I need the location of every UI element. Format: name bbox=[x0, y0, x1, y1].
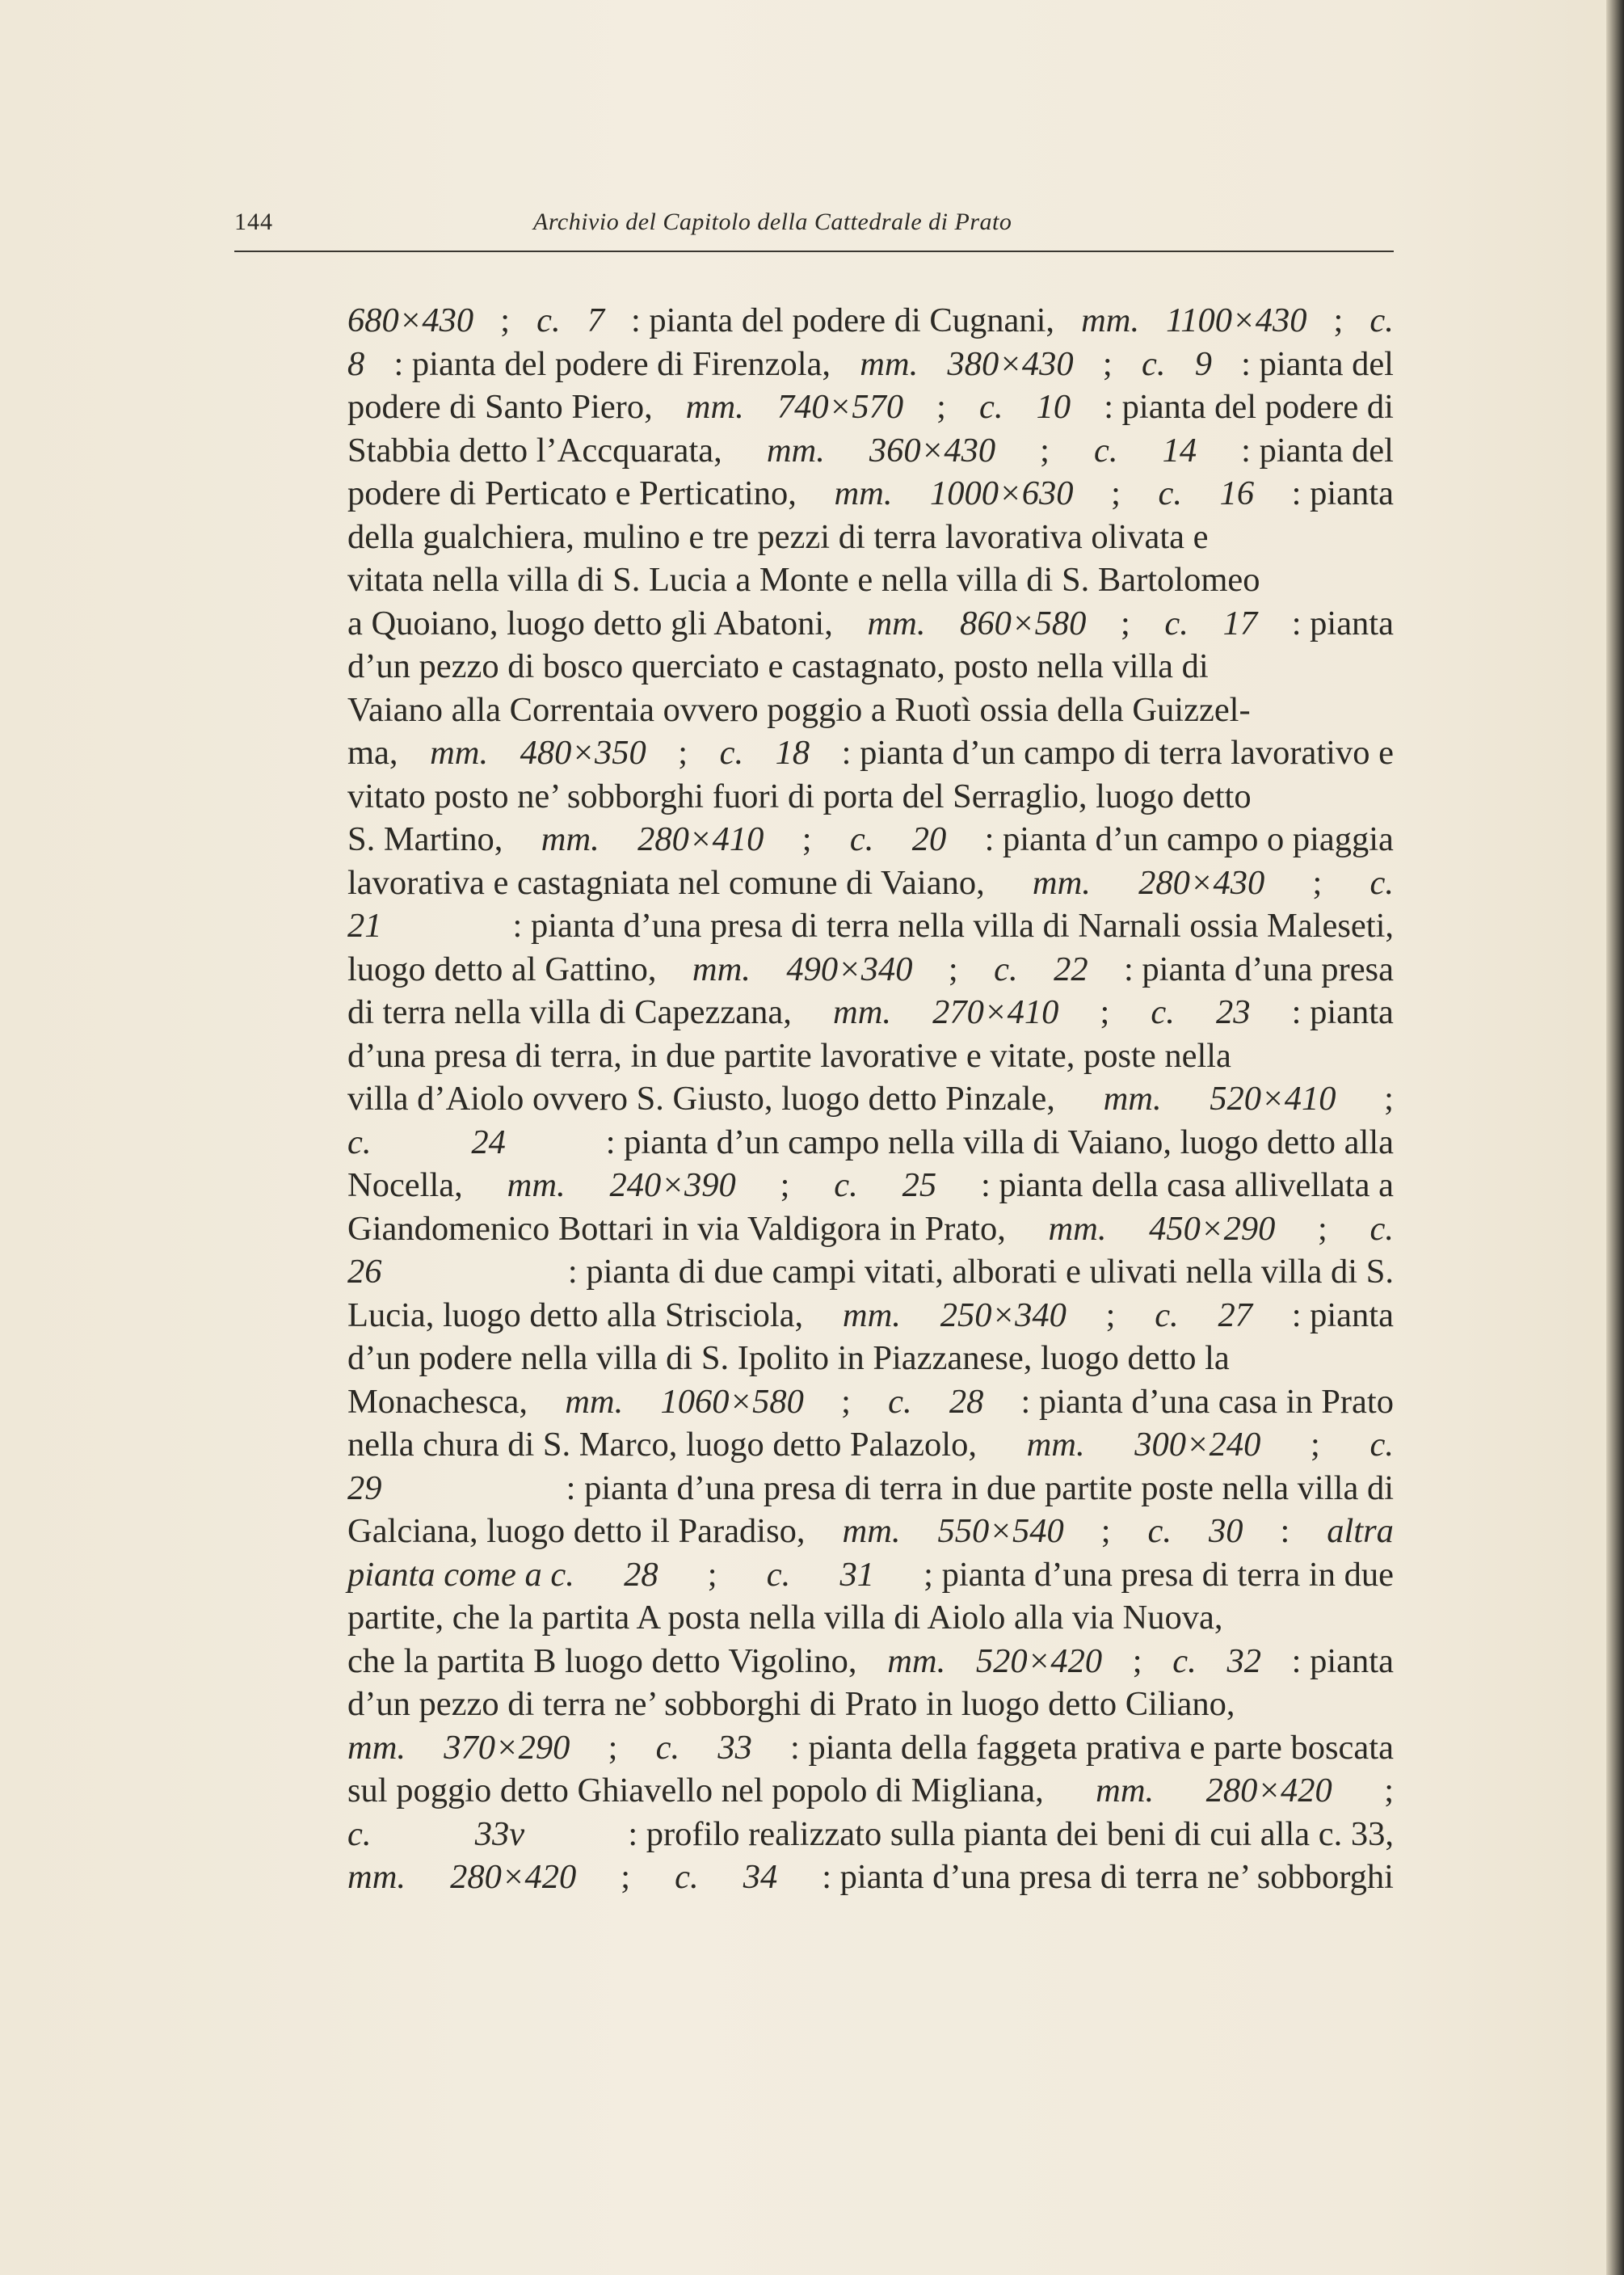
text-segment: d’un podere nella villa di S. Ipolito in Piazzanese, luogo detto la bbox=[347, 1339, 1230, 1377]
text-line bbox=[347, 1207, 1394, 1251]
italic-text-segment: c. bbox=[719, 734, 744, 772]
italic-text-segment: mm. bbox=[347, 1728, 406, 1767]
text-line bbox=[347, 1553, 1394, 1597]
italic-text-segment: c. bbox=[1172, 1641, 1197, 1680]
italic-text-segment: 30 bbox=[1208, 1512, 1243, 1550]
italic-text-segment: 490×340 bbox=[786, 950, 913, 988]
text-line bbox=[347, 385, 1394, 429]
italic-text-segment: 20 bbox=[911, 820, 947, 858]
italic-text-segment: 520×410 bbox=[1210, 1080, 1336, 1118]
text-segment: : pianta bbox=[1291, 474, 1394, 512]
italic-text-segment: 860×580 bbox=[960, 604, 1087, 642]
text-segment: ; bbox=[936, 388, 946, 426]
text-line bbox=[347, 602, 1394, 646]
italic-text-segment: mm. bbox=[507, 1166, 566, 1204]
italic-text-segment: 29 bbox=[347, 1468, 382, 1507]
text-line bbox=[347, 1596, 1394, 1640]
text-segment: Nocella, bbox=[347, 1166, 463, 1204]
text-segment: ; bbox=[1311, 1426, 1320, 1464]
text-segment: ; bbox=[1040, 431, 1050, 470]
text-segment: Monachesca, bbox=[347, 1382, 528, 1421]
italic-text-segment: mm. bbox=[1081, 301, 1140, 339]
italic-text-segment: 7 bbox=[587, 301, 604, 339]
text-segment: : pianta d’un campo o piaggia bbox=[984, 820, 1394, 858]
italic-text-segment: 520×420 bbox=[975, 1641, 1103, 1680]
italic-text-segment: c. bbox=[675, 1858, 699, 1896]
text-line bbox=[347, 1769, 1394, 1813]
italic-text-segment: 8 bbox=[347, 344, 365, 383]
text-line bbox=[347, 1856, 1394, 1899]
text-line bbox=[347, 1164, 1394, 1207]
italic-text-segment: 270×410 bbox=[932, 993, 1059, 1031]
italic-text-segment: 23 bbox=[1216, 993, 1251, 1031]
text-segment: lavorativa e castagniata nel comune di Vaiano, bbox=[347, 863, 985, 902]
italic-text-segment: 280×430 bbox=[1138, 863, 1265, 902]
italic-text-segment: mm. bbox=[842, 1512, 901, 1550]
text-line bbox=[347, 1034, 1394, 1078]
italic-text-segment: mm. bbox=[766, 431, 825, 470]
italic-text-segment: 360×430 bbox=[869, 431, 996, 470]
text-segment: vitato posto ne’ sobborghi fuori di porta del Serraglio, luogo detto bbox=[347, 777, 1252, 815]
text-segment: ; bbox=[1312, 863, 1323, 902]
text-segment: ; bbox=[1318, 1209, 1327, 1248]
text-line bbox=[347, 1294, 1394, 1338]
italic-text-segment: 28 bbox=[624, 1555, 658, 1594]
text-segment: : pianta bbox=[1291, 604, 1394, 642]
italic-text-segment: c. bbox=[1369, 863, 1394, 902]
text-segment: : pianta del podere di bbox=[1104, 388, 1394, 426]
text-segment: villa d’Aiolo ovvero S. Giusto, luogo detto Pinzale, bbox=[347, 1080, 1055, 1118]
text-line bbox=[347, 1380, 1394, 1424]
text-line bbox=[347, 1683, 1394, 1726]
italic-text-segment: 16 bbox=[1219, 474, 1255, 512]
italic-text-segment: 34 bbox=[743, 1858, 778, 1896]
italic-text-segment: 31 bbox=[839, 1555, 874, 1594]
text-segment: partite, che la partita A posta nella villa di Aiolo alla via Nuova, bbox=[347, 1599, 1223, 1637]
italic-text-segment: c. bbox=[994, 950, 1018, 988]
italic-text-segment: 280×420 bbox=[450, 1858, 577, 1896]
italic-text-segment: 27 bbox=[1218, 1295, 1252, 1334]
text-line bbox=[347, 948, 1394, 992]
text-segment: ; bbox=[1132, 1641, 1142, 1680]
text-segment: : pianta del bbox=[1241, 431, 1394, 470]
italic-text-segment: 22 bbox=[1054, 950, 1088, 988]
italic-text-segment: 18 bbox=[775, 734, 810, 772]
text-line bbox=[347, 558, 1394, 602]
italic-text-segment: mm. bbox=[834, 474, 893, 512]
text-segment: vitata nella villa di S. Lucia a Monte e nella villa di S. Bartolomeo bbox=[347, 561, 1260, 599]
italic-text-segment: 9 bbox=[1194, 344, 1212, 383]
running-header bbox=[234, 209, 1394, 249]
italic-text-segment: 250×340 bbox=[940, 1295, 1067, 1334]
italic-text-segment: 240×390 bbox=[609, 1166, 736, 1204]
text-segment: della gualchiera, mulino e tre pezzi di terra lavorativa olivata e bbox=[347, 517, 1209, 556]
text-line bbox=[347, 991, 1394, 1034]
italic-text-segment: c. bbox=[834, 1166, 858, 1204]
text-segment: Lucia, luogo detto alla Strisciola, bbox=[347, 1295, 804, 1334]
italic-text-segment: 1060×580 bbox=[660, 1382, 804, 1421]
text-segment: ; bbox=[608, 1728, 618, 1767]
text-segment: : bbox=[1280, 1512, 1290, 1550]
text-segment: ; bbox=[678, 734, 688, 772]
text-segment: : pianta d’una presa bbox=[1124, 950, 1394, 988]
text-segment: d’un pezzo di bosco querciato e castagnato, posto nella villa di bbox=[347, 647, 1209, 685]
text-segment: : pianta d’una presa di terra in due partite poste nella villa di bbox=[566, 1468, 1394, 1507]
italic-text-segment: c. bbox=[766, 1555, 791, 1594]
text-segment: ; bbox=[1100, 993, 1110, 1031]
italic-text-segment: c. bbox=[1158, 474, 1182, 512]
italic-text-segment: 25 bbox=[902, 1166, 937, 1204]
italic-text-segment: c. bbox=[1369, 301, 1394, 339]
text-segment: ; bbox=[1100, 1512, 1111, 1550]
text-segment: podere di Santo Piero, bbox=[347, 388, 653, 426]
italic-text-segment: mm. bbox=[1026, 1426, 1085, 1464]
italic-text-segment: c. bbox=[1151, 993, 1175, 1031]
text-segment: ; bbox=[948, 950, 958, 988]
page-number: 144 bbox=[234, 209, 273, 235]
text-segment: sul poggio detto Ghiavello nel popolo di Migliana, bbox=[347, 1772, 1044, 1809]
text-segment: : pianta d’un campo nella villa di Vaiano, luogo detto alla bbox=[605, 1123, 1394, 1161]
italic-text-segment: 300×240 bbox=[1134, 1426, 1261, 1464]
text-segment: : pianta bbox=[1291, 1641, 1394, 1680]
italic-text-segment: c. bbox=[1164, 604, 1189, 642]
text-segment: ; bbox=[707, 1555, 717, 1594]
text-segment: ; bbox=[780, 1166, 790, 1204]
text-segment: di terra nella villa di Capezzana, bbox=[347, 993, 792, 1031]
text-segment: ; bbox=[1105, 1295, 1116, 1334]
italic-text-segment: 550×540 bbox=[937, 1512, 1064, 1550]
text-segment: che la partita B luogo detto Vigolino, bbox=[347, 1641, 857, 1680]
text-segment: : pianta del bbox=[1241, 344, 1394, 383]
text-segment: S. Martino, bbox=[347, 820, 503, 858]
text-line bbox=[347, 1640, 1394, 1683]
text-line bbox=[347, 862, 1394, 905]
header-rule bbox=[234, 251, 1394, 252]
italic-text-segment: 380×430 bbox=[947, 344, 1074, 383]
italic-text-segment: 17 bbox=[1222, 604, 1258, 642]
italic-text-segment: pianta come a c. bbox=[347, 1555, 574, 1594]
italic-text-segment: mm. bbox=[1096, 1772, 1155, 1809]
text-segment: ; bbox=[801, 820, 812, 858]
text-segment: : pianta della casa allivellata a bbox=[981, 1166, 1394, 1204]
text-segment: ; bbox=[500, 301, 511, 339]
text-segment: Stabbia detto l’Accquarata, bbox=[347, 431, 722, 470]
italic-text-segment: mm. bbox=[887, 1641, 946, 1680]
text-segment: Vaiano alla Correntaia ovvero poggio a Ruotì ossia della Guizzel- bbox=[347, 690, 1251, 729]
text-segment: : profilo realizzato sulla pianta dei beni di cui alla c. 33, bbox=[628, 1814, 1394, 1853]
text-segment: ; bbox=[1384, 1772, 1394, 1809]
text-line bbox=[347, 1726, 1394, 1770]
running-title: Archivio del Capitolo della Cattedrale di Prato bbox=[533, 209, 1012, 235]
text-segment: ma, bbox=[347, 734, 398, 772]
italic-text-segment: 680×430 bbox=[347, 301, 474, 339]
text-segment: Galciana, luogo detto il Paradiso, bbox=[347, 1512, 806, 1550]
text-segment: d’una presa di terra, in due partite lavorative e vitate, poste nella bbox=[347, 1036, 1231, 1075]
text-line bbox=[347, 1467, 1394, 1510]
italic-text-segment: 24 bbox=[471, 1123, 506, 1161]
italic-text-segment: 10 bbox=[1036, 388, 1071, 426]
text-segment: ; bbox=[1384, 1080, 1394, 1118]
italic-text-segment: mm. bbox=[1032, 863, 1091, 902]
text-segment: podere di Perticato e Perticatino, bbox=[347, 474, 797, 512]
italic-text-segment: c. bbox=[1094, 431, 1118, 470]
text-segment: Giandomenico Bottari in via Valdigora in Prato, bbox=[347, 1209, 1006, 1248]
text-line bbox=[347, 1510, 1394, 1553]
italic-text-segment: 1000×630 bbox=[930, 474, 1074, 512]
italic-text-segment: mm. bbox=[867, 604, 926, 642]
text-segment: : pianta della faggeta prativa e parte boscata bbox=[790, 1728, 1394, 1767]
text-segment: luogo detto al Gattino, bbox=[347, 950, 657, 988]
italic-text-segment: 740×570 bbox=[776, 388, 904, 426]
text-segment: ; bbox=[1102, 344, 1113, 383]
text-segment: : pianta d’una presa di terra nella villa di Narnali ossia Maleseti, bbox=[512, 907, 1394, 945]
italic-text-segment: c. bbox=[849, 820, 874, 858]
text-segment: ; bbox=[621, 1858, 631, 1896]
text-segment: ; pianta d’una presa di terra in due bbox=[923, 1555, 1394, 1594]
body-text bbox=[347, 299, 1394, 1899]
text-segment: : pianta del podere di Cugnani, bbox=[631, 301, 1055, 339]
text-line bbox=[347, 904, 1394, 948]
italic-text-segment: mm. bbox=[1103, 1080, 1162, 1118]
text-segment: : pianta bbox=[1291, 993, 1394, 1031]
italic-text-segment: mm. bbox=[842, 1295, 901, 1334]
text-segment: : pianta d’una casa in Prato bbox=[1020, 1382, 1394, 1421]
text-line bbox=[347, 472, 1394, 516]
italic-text-segment: c. bbox=[1369, 1426, 1394, 1464]
italic-text-segment: mm. bbox=[692, 950, 751, 988]
text-line bbox=[347, 689, 1394, 732]
italic-text-segment: mm. bbox=[541, 820, 600, 858]
italic-text-segment: mm. bbox=[860, 344, 919, 383]
italic-text-segment: c. bbox=[655, 1728, 680, 1767]
italic-text-segment: 1100×430 bbox=[1166, 301, 1307, 339]
italic-text-segment: 450×290 bbox=[1149, 1209, 1276, 1248]
text-line bbox=[347, 818, 1394, 862]
italic-text-segment: c. bbox=[347, 1814, 372, 1853]
italic-text-segment: mm. bbox=[833, 993, 892, 1031]
text-line bbox=[347, 775, 1394, 819]
italic-text-segment: c. bbox=[1141, 344, 1166, 383]
italic-text-segment: 14 bbox=[1162, 431, 1197, 470]
italic-text-segment: 28 bbox=[949, 1382, 984, 1421]
italic-text-segment: altra bbox=[1327, 1512, 1394, 1550]
italic-text-segment: mm. bbox=[347, 1858, 406, 1896]
text-line bbox=[347, 1077, 1394, 1121]
italic-text-segment: 21 bbox=[347, 907, 382, 945]
italic-text-segment: 280×410 bbox=[637, 820, 764, 858]
text-line bbox=[347, 1813, 1394, 1856]
italic-text-segment: c. bbox=[536, 301, 561, 339]
text-line bbox=[347, 731, 1394, 775]
italic-text-segment: c. bbox=[888, 1382, 912, 1421]
italic-text-segment: 480×350 bbox=[520, 734, 646, 772]
italic-text-segment: 280×420 bbox=[1205, 1772, 1332, 1809]
text-segment: ; bbox=[1120, 604, 1130, 642]
italic-text-segment: c. bbox=[979, 388, 1003, 426]
italic-text-segment: c. bbox=[1147, 1512, 1172, 1550]
text-line bbox=[347, 645, 1394, 689]
text-segment: : pianta d’una presa di terra ne’ sobborghi bbox=[822, 1858, 1394, 1896]
italic-text-segment: 26 bbox=[347, 1253, 382, 1291]
text-line bbox=[347, 1423, 1394, 1467]
text-segment: : pianta bbox=[1291, 1295, 1394, 1334]
italic-text-segment: c. bbox=[347, 1123, 372, 1161]
italic-text-segment: 370×290 bbox=[444, 1728, 570, 1767]
italic-text-segment: mm. bbox=[685, 388, 744, 426]
text-line bbox=[347, 516, 1394, 559]
italic-text-segment: c. bbox=[1155, 1295, 1179, 1334]
text-line bbox=[347, 1121, 1394, 1165]
italic-text-segment: 33 bbox=[717, 1728, 752, 1767]
text-segment: : pianta d’un campo di terra lavorativo e bbox=[841, 734, 1394, 772]
text-line bbox=[347, 343, 1394, 386]
text-segment: : pianta del podere di Firenzola, bbox=[393, 344, 831, 383]
italic-text-segment: mm. bbox=[565, 1382, 624, 1421]
italic-text-segment: c. bbox=[1369, 1209, 1394, 1248]
text-segment: ; bbox=[841, 1382, 851, 1421]
italic-text-segment: mm. bbox=[1048, 1209, 1107, 1248]
text-segment: nella chura di S. Marco, luogo detto Palazolo, bbox=[347, 1426, 977, 1464]
text-line bbox=[347, 1337, 1394, 1380]
text-segment: d’un pezzo di terra ne’ sobborghi di Prato in luogo detto Ciliano, bbox=[347, 1685, 1235, 1723]
text-line bbox=[347, 299, 1394, 343]
text-segment: : pianta di due campi vitati, alborati e ulivati nella villa di S. bbox=[567, 1253, 1394, 1291]
text-line bbox=[347, 429, 1394, 473]
page-edge-shadow bbox=[1606, 0, 1624, 2275]
italic-text-segment: 33v bbox=[474, 1814, 525, 1853]
italic-text-segment: 32 bbox=[1226, 1641, 1261, 1680]
italic-text-segment: mm. bbox=[430, 734, 489, 772]
text-segment: ; bbox=[1333, 301, 1344, 339]
text-line bbox=[347, 1250, 1394, 1294]
text-segment: a Quoiano, luogo detto gli Abatoni, bbox=[347, 604, 833, 642]
text-segment: ; bbox=[1111, 474, 1121, 512]
